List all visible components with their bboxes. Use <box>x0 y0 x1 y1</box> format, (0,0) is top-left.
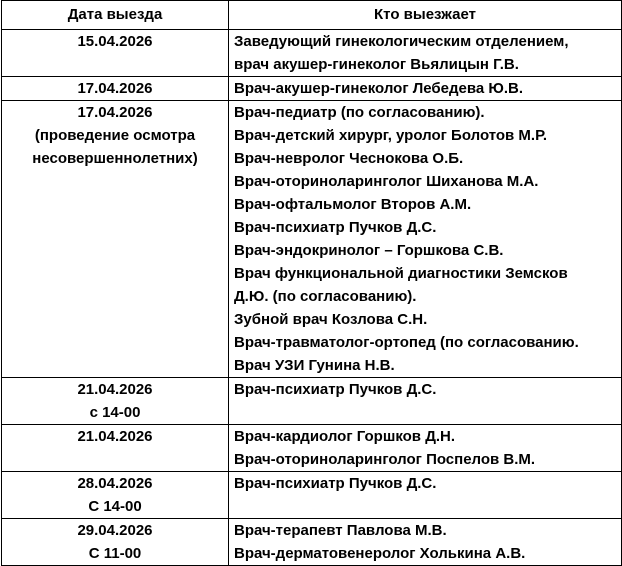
who-line: Врач-дерматовенеролог Холькина А.В. <box>234 545 526 562</box>
date-cell <box>2 378 229 425</box>
who-line: врач акушер-гинеколог Вьялицын Г.В. <box>234 56 519 73</box>
who-cell <box>229 378 622 425</box>
date-cell <box>2 425 229 472</box>
who-line: Зубной врач Козлова С.Н. <box>234 311 428 328</box>
who-line: Врач-акушер-гинеколог Лебедева Ю.В. <box>234 80 524 97</box>
date-cell <box>2 30 229 77</box>
who-cell <box>229 30 622 77</box>
date-line: 28.04.2026 <box>77 475 153 492</box>
who-line: Врач-травматолог-ортопед (по согласованию. <box>234 334 579 351</box>
table-row <box>2 378 622 425</box>
date-note-line: несовершеннолетних) <box>32 150 198 167</box>
who-line: Врач-психиатр Пучков Д.С. <box>234 219 437 236</box>
who-line: Врач-оториноларинголог Шиханова М.А. <box>234 173 539 190</box>
who-cell <box>229 472 622 519</box>
who-cell <box>229 77 622 101</box>
who-line: Врач-оториноларинголог Поспелов В.М. <box>234 451 536 468</box>
who-line: Врач УЗИ Гунина Н.В. <box>234 357 395 374</box>
header-row <box>2 1 622 30</box>
table-row <box>2 519 622 566</box>
time-line: с 14-00 <box>89 404 141 421</box>
who-line: Д.Ю. (по согласованию). <box>234 288 417 305</box>
schedule-table <box>1 0 622 566</box>
date-note-line: (проведение осмотра <box>34 127 196 144</box>
who-line: Врач-психиатр Пучков Д.С. <box>234 381 437 398</box>
who-line: Врач-кардиолог Горшков Д.Н. <box>234 428 456 445</box>
header-date: Дата выезда <box>2 1 229 30</box>
table-row <box>2 30 622 77</box>
who-line: Заведующий гинекологическим отделением, <box>234 33 569 50</box>
table-row <box>2 77 622 101</box>
date-line: 17.04.2026 <box>77 104 153 121</box>
time-line: С 11-00 <box>88 545 142 562</box>
date-cell <box>2 77 229 101</box>
date-line: 21.04.2026 <box>77 428 153 445</box>
who-line: Врач-эндокринолог – Горшкова С.В. <box>234 242 504 259</box>
who-cell <box>229 425 622 472</box>
date-line: 17.04.2026 <box>77 80 153 97</box>
header-who: Кто выезжает <box>229 1 622 30</box>
table-header <box>2 1 622 30</box>
who-cell <box>229 519 622 566</box>
date-line: 29.04.2026 <box>77 522 153 539</box>
who-cell <box>229 101 622 378</box>
who-line: Врач-педиатр (по согласованию). <box>234 104 485 121</box>
date-cell <box>2 519 229 566</box>
date-cell <box>2 472 229 519</box>
who-line: Врач-терапевт Павлова М.В. <box>234 522 447 539</box>
date-line: 21.04.2026 <box>77 381 153 398</box>
table-row <box>2 472 622 519</box>
time-line: С 14-00 <box>88 498 142 515</box>
date-cell <box>2 101 229 378</box>
who-line: Врач-детский хирург, уролог Болотов М.Р. <box>234 127 548 144</box>
who-line: Врач-офтальмолог Второв А.М. <box>234 196 472 213</box>
who-line: Врач-невролог Чеснокова О.Б. <box>234 150 464 167</box>
table-row <box>2 425 622 472</box>
who-line: Врач-психиатр Пучков Д.С. <box>234 475 437 492</box>
date-line: 15.04.2026 <box>77 33 153 50</box>
who-line: Врач функциональной диагностики Земсков <box>234 265 568 282</box>
table-row <box>2 101 622 378</box>
